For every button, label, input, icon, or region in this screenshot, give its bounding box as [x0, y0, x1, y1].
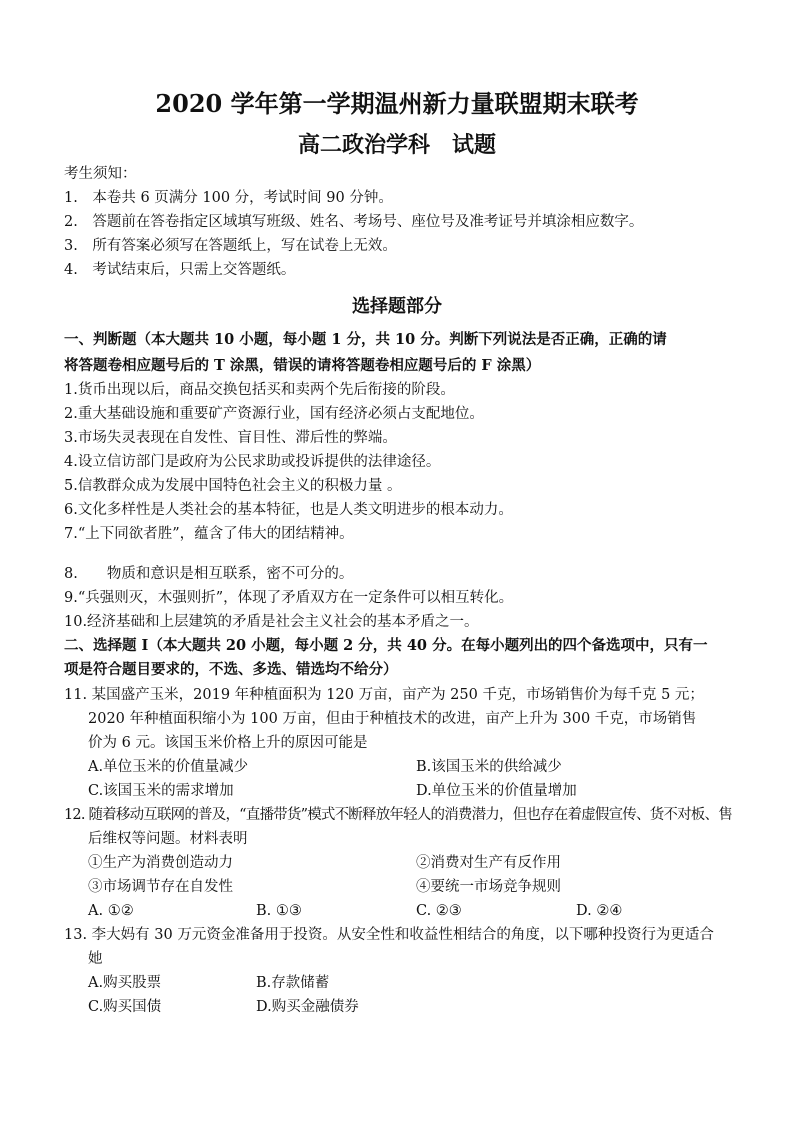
judge-item: 5.信教群众成为发展中国特色社会主义的积极力量 。 — [64, 478, 402, 494]
q13-stem-cont: 她 — [88, 951, 103, 967]
q13-option-c: C.购买国债 — [88, 999, 162, 1015]
judge-item: 4.设立信访部门是政府为公民求助或投诉提供的法律途径。 — [64, 454, 441, 470]
q11-option-b: B.该国玉米的供给减少 — [416, 759, 562, 775]
section-title: 选择题部分 — [352, 296, 442, 317]
judge-item: 9.“兵强则灭，木强则折”，体现了矛盾双方在一定条件可以相互转化。 — [64, 590, 514, 606]
judge-item: 6.文化多样性是人类社会的基本特征，也是人类文明进步的根本动力。 — [64, 502, 513, 518]
q13-option-b: B.存款储蓄 — [256, 975, 330, 991]
q13-option-a: A.购买股票 — [88, 975, 162, 991]
q11-option-d: D.单位玉米的价值量增加 — [416, 783, 577, 799]
judge-item: 7.“上下同欲者胜”，蕴含了伟大的团结精神。 — [64, 526, 354, 542]
judge-item: 3.市场失灵表现在自发性、盲目性、滞后性的弊端。 — [64, 430, 397, 446]
q12-option-d: D. ②④ — [576, 903, 623, 919]
q11-stem: 11. 某国盛产玉米，2019 年种植面积为 120 万亩，亩产为 250 千克，市场销售价为每千克 5 元； — [64, 687, 704, 703]
q12-option-c: C. ②③ — [416, 903, 462, 919]
q13-option-d: D.购买金融债券 — [256, 999, 359, 1015]
notice-item: 4. 考试结束后，只需上交答题纸。 — [64, 262, 296, 278]
q12-option-a: A. ①② — [88, 903, 134, 919]
q11-option-c: C.该国玉米的需求增加 — [88, 783, 234, 799]
part1-heading: 一、判断题（本大题共 10 小题，每小题 1 分，共 10 分。判断下列说法是否正确，正确的请 — [64, 331, 667, 348]
q13-stem: 13. 李大妈有 30 万元资金准备用于投资。从安全性和收益性相结合的角度，以下哪种投资行为更适合 — [64, 927, 714, 943]
judge-item: 2.重大基础设施和重要矿产资源行业，国有经济必须占支配地位。 — [64, 406, 484, 422]
q11-option-a: A.单位玉米的价值量减少 — [88, 759, 249, 775]
part1-heading-cont: 将答题卷相应题号后的 T 涂黑，错误的请将答题卷相应题号后的 F 涂黑） — [64, 357, 541, 374]
q12-stem: 12. 随着移动互联网的普及，“直播带货”模式不断释放年轻人的消费潜力，但也存在着虚假宣传、货不对板、售 — [64, 807, 732, 823]
judge-item: 1.货币出现以后，商品交换包括买和卖两个先后衔接的阶段。 — [64, 382, 455, 398]
q12-statement-3: ③市场调节存在自发性 — [88, 879, 233, 895]
notice-item: 3. 所有答案必须写在答题纸上，写在试卷上无效。 — [64, 238, 397, 254]
judge-item: 10.经济基础和上层建筑的矛盾是社会主义社会的基本矛盾之一。 — [64, 614, 479, 630]
exam-title: 2020 学年第一学期温州新力量联盟期末联考 — [155, 89, 639, 118]
q12-option-b: B. ①③ — [256, 903, 302, 919]
q12-stem-cont: 后维权等问题。材料表明 — [88, 831, 248, 847]
notice-item: 2. 答题前在答卷指定区域填写班级、姓名、考场号、座位号及准考证号并填涂相应数字。 — [64, 214, 644, 230]
part2-heading-cont: 项是符合题目要求的，不选、多选、错选均不给分） — [64, 661, 398, 678]
q11-stem-cont: 价为 6 元。该国玉米价格上升的原因可能是 — [88, 735, 368, 751]
part2-heading: 二、选择题 I（本大题共 20 小题，每小题 2 分，共 40 分。在每小题列出的四个备选项中，只有一 — [64, 637, 708, 654]
exam-subtitle: 高二政治学科 试题 — [297, 132, 496, 158]
notice-item: 1. 本卷共 6 页满分 100 分，考试时间 90 分钟。 — [64, 190, 393, 206]
q12-statement-1: ①生产为消费创造动力 — [88, 855, 233, 871]
judge-item: 8. 物质和意识是相互联系，密不可分的。 — [64, 566, 354, 582]
notice-heading: 考生须知： — [64, 166, 137, 182]
q12-statement-4: ④要统一市场竞争规则 — [416, 879, 561, 895]
q11-stem-cont: 2020 年种植面积缩小为 100 万亩，但由于种植技术的改进，亩产上升为 300 千克，市场销售 — [88, 711, 697, 727]
q12-statement-2: ②消费对生产有反作用 — [416, 855, 561, 871]
